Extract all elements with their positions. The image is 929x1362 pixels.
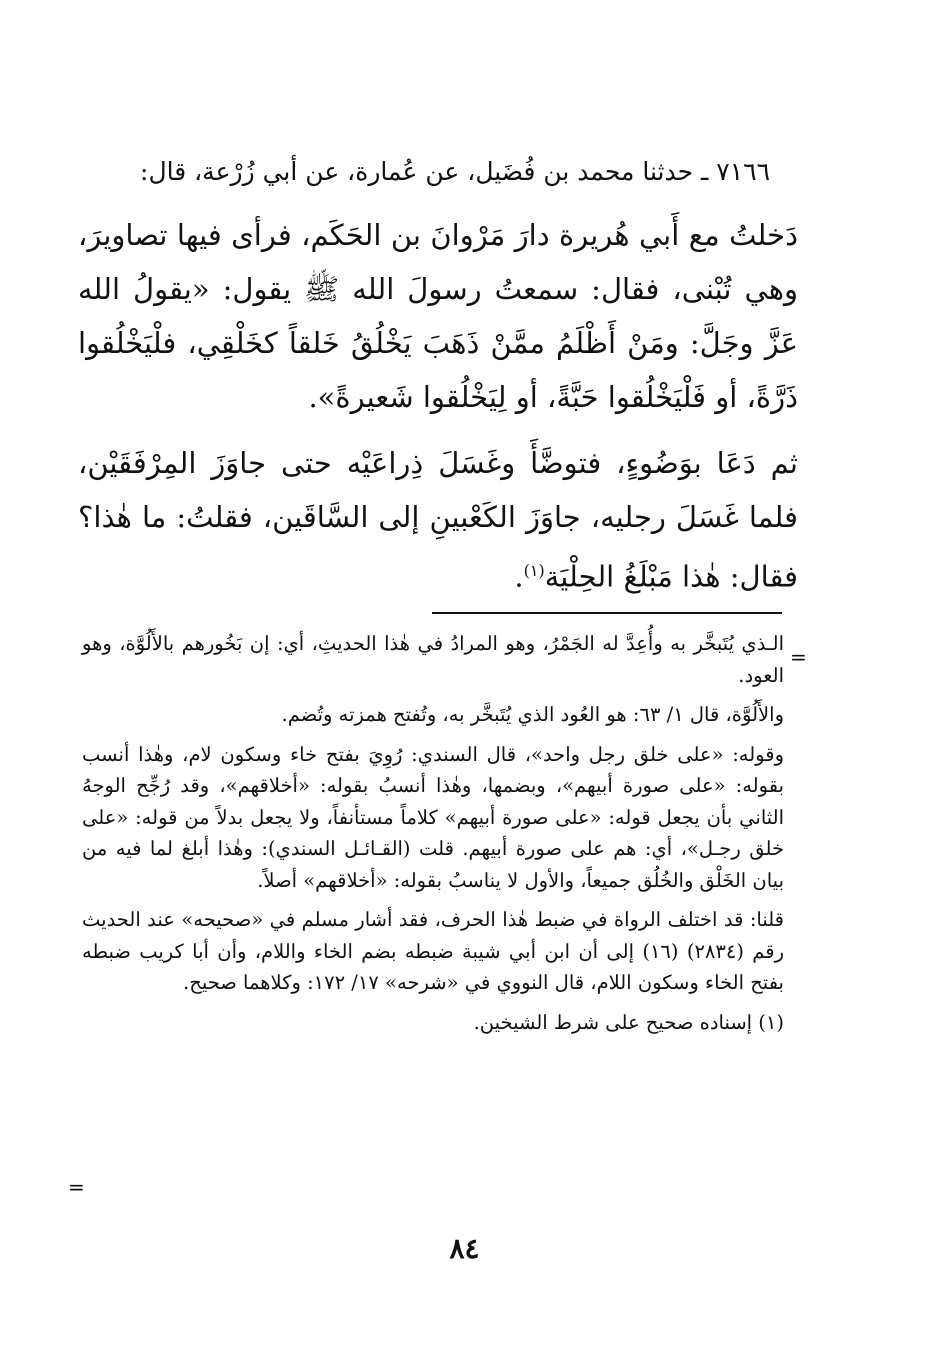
footnotes-section <box>82 628 784 1046</box>
footnote-divider <box>432 612 782 614</box>
footnote-reference: (١) <box>523 561 545 580</box>
hadith-paragraph-1: دَخلتُ مع أَبي هُريرة دارَ مَرْوانَ بن الحَكَم، فرأى فيها تصاويرَ، وهي تُبْنى، فقال: سمعتُ رسولَ الله ﷺ يقول: «يقولُ الله عَزَّ وجَلَّ: ومَنْ أَظْلَمُ ممَّنْ ذَهَبَ يَخْلُقُ خَلقاً كخَلْقِي، فلْيَخْلُقوا ذَرَّةً، أو فَلْيَخْلُقوا حَبَّةً، أو لِيَخْلُقوا شَعيرةً». <box>78 218 798 414</box>
footnote-continuation-mark-top: = <box>790 645 807 669</box>
footnote-item: الـذي يُتَبخَّر به وأُعِدَّ له الجَمْرُ، وهو المرادُ في هٰذا الحديثِ، أي: إن بَخُورهم بالأَلُوَّة، وهو العود. <box>82 632 784 687</box>
footnote-item: والأَلُوَّة، قال ١/ ٦٣: هو العُود الذي يُتَبخَّر به، وتُفتح همزته وتُضم. <box>281 703 784 726</box>
page-number: ٨٤ <box>449 1232 480 1265</box>
footnote-item: قلنا: قد اختلف الرواة في ضبط هٰذا الحرف، فقد أشار مسلم في «صحيحه» عند الحديث رقم (٢٨٣٤) (١٦) إلى أن ابن أبي شيبة ضبطه بضم الخاء واللام، وأن أبا كريب ضبطه بفتح الخاء وسكون اللام، قال النووي في «شرحه» ١٧/ ١٧٢: وكلاهما صحيح. <box>82 908 785 994</box>
hadith-body <box>78 208 798 604</box>
hadith-paragraph-2-end: . <box>514 559 524 594</box>
footnote-item: (١) إسناده صحيح على شرط الشيخين. <box>473 1010 784 1034</box>
footnote-continuation-mark-bottom: = <box>68 1175 85 1199</box>
hadith-header: ٧١٦٦ ـ حدثنا محمد بن فُضَيل، عن عُمارة، عن أبي زُرْعة، قال: <box>140 157 770 186</box>
footnote-item: وقوله: «على خلق رجل واحد»، قال السندي: رُوِيَ بفتح خاء وسكون لام، وهٰذا أنسب بقوله: «على صورة أبيهم»، وبضمها، وهٰذا أنسبُ بقوله: «أخلاقهم»، وقد رُجِّح الوجهُ الثاني بأن يجعل قوله: «على صورة أبيهم» كلاماً مستأنفاً، ولا يجعل بدلاً من قوله: «على خلق رجـل»، أي: هم على صورة أبيهم. قلت (القـائـل السندي): وهٰذا أبلغ لما فيه من بيان الخَلْق والخُلُق جميعاً، والأول لا يناسبُ بقوله: «أخلاقهم» أصلاً. <box>82 742 784 892</box>
hadith-paragraph-2 <box>78 436 798 604</box>
hadith-paragraph-2-text: ثم دَعَا بوَضُوءٍ، فتوضَّأَ وغَسَلَ ذِراعَيْه حتى جاوَزَ المِرْفَقَيْن، فلما غَسَلَ رجليه، جاوَزَ الكَعْبينِ إلى السَّاقَين، فقلتُ: ما هٰذا؟ فقال: هٰذا مَبْلَغُ الحِلْيَة <box>78 446 798 594</box>
